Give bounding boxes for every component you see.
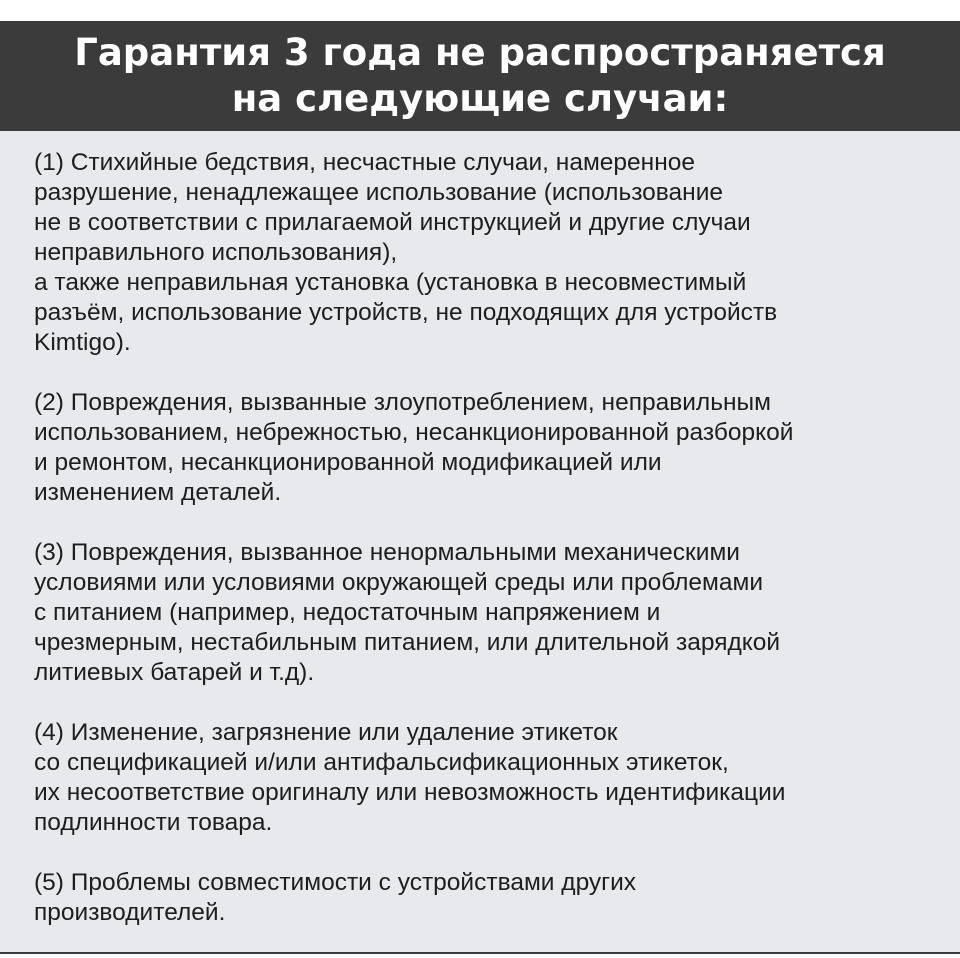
exclusion-line: (2) Повреждения, вызванные злоупотреблением, неправильным [34,389,771,416]
exclusions-list [34,148,944,958]
exclusions-panel [0,131,960,954]
exclusion-item-1 [34,148,944,358]
exclusion-line: их несоответствие оригиналу или невозможность идентификации [34,779,786,806]
exclusion-item-5 [34,868,944,928]
exclusion-line: использованием, небрежностью, несанкционированной разборкой [34,419,794,446]
exclusion-line: разрушение, ненадлежащее использование (использование [34,179,724,206]
exclusion-line: подлинности товара. [34,809,273,836]
header-title-line-2: на следующие случаи: [231,77,729,120]
exclusion-line: (5) Проблемы совместимости с устройствами других [34,869,637,896]
exclusion-item-2 [34,388,944,508]
exclusion-line: условиями или условиями окружающей среды или проблемами [34,569,764,596]
exclusion-line: со спецификацией и/или антифальсификационных этикеток, [34,749,729,776]
exclusion-line: (3) Повреждения, вызванное ненормальными механическими [34,539,740,566]
exclusion-line: изменением деталей. [34,479,282,506]
header-title-line-1: Гарантия 3 года не распространяется [74,31,886,74]
exclusion-line: с питанием (например, недостаточным напряжением и [34,599,661,626]
exclusion-line: чрезмерным, нестабильным питанием, или длительной зарядкой [34,629,781,656]
exclusion-line: (1) Стихийные бедствия, несчастные случаи, намеренное [34,149,695,176]
exclusion-line: неправильного использования), [34,239,398,266]
exclusion-line: и ремонтом, несанкционированной модификацией или [34,449,662,476]
exclusion-line: а также неправильная установка (установка в несовместимый [34,269,747,296]
exclusion-item-3 [34,538,944,688]
exclusion-line: не в соответствии с прилагаемой инструкцией и другие случаи [34,209,751,236]
exclusion-item-4 [34,718,944,838]
exclusion-line: Kimtigo). [34,329,131,356]
warranty-header [0,21,960,131]
exclusion-line: (4) Изменение, загрязнение или удаление этикеток [34,719,618,746]
exclusion-line: литиевых батарей и т.д). [34,659,315,686]
exclusion-line: разъём, использование устройств, не подходящих для устройств [34,299,778,326]
exclusion-line: производителей. [34,899,226,926]
